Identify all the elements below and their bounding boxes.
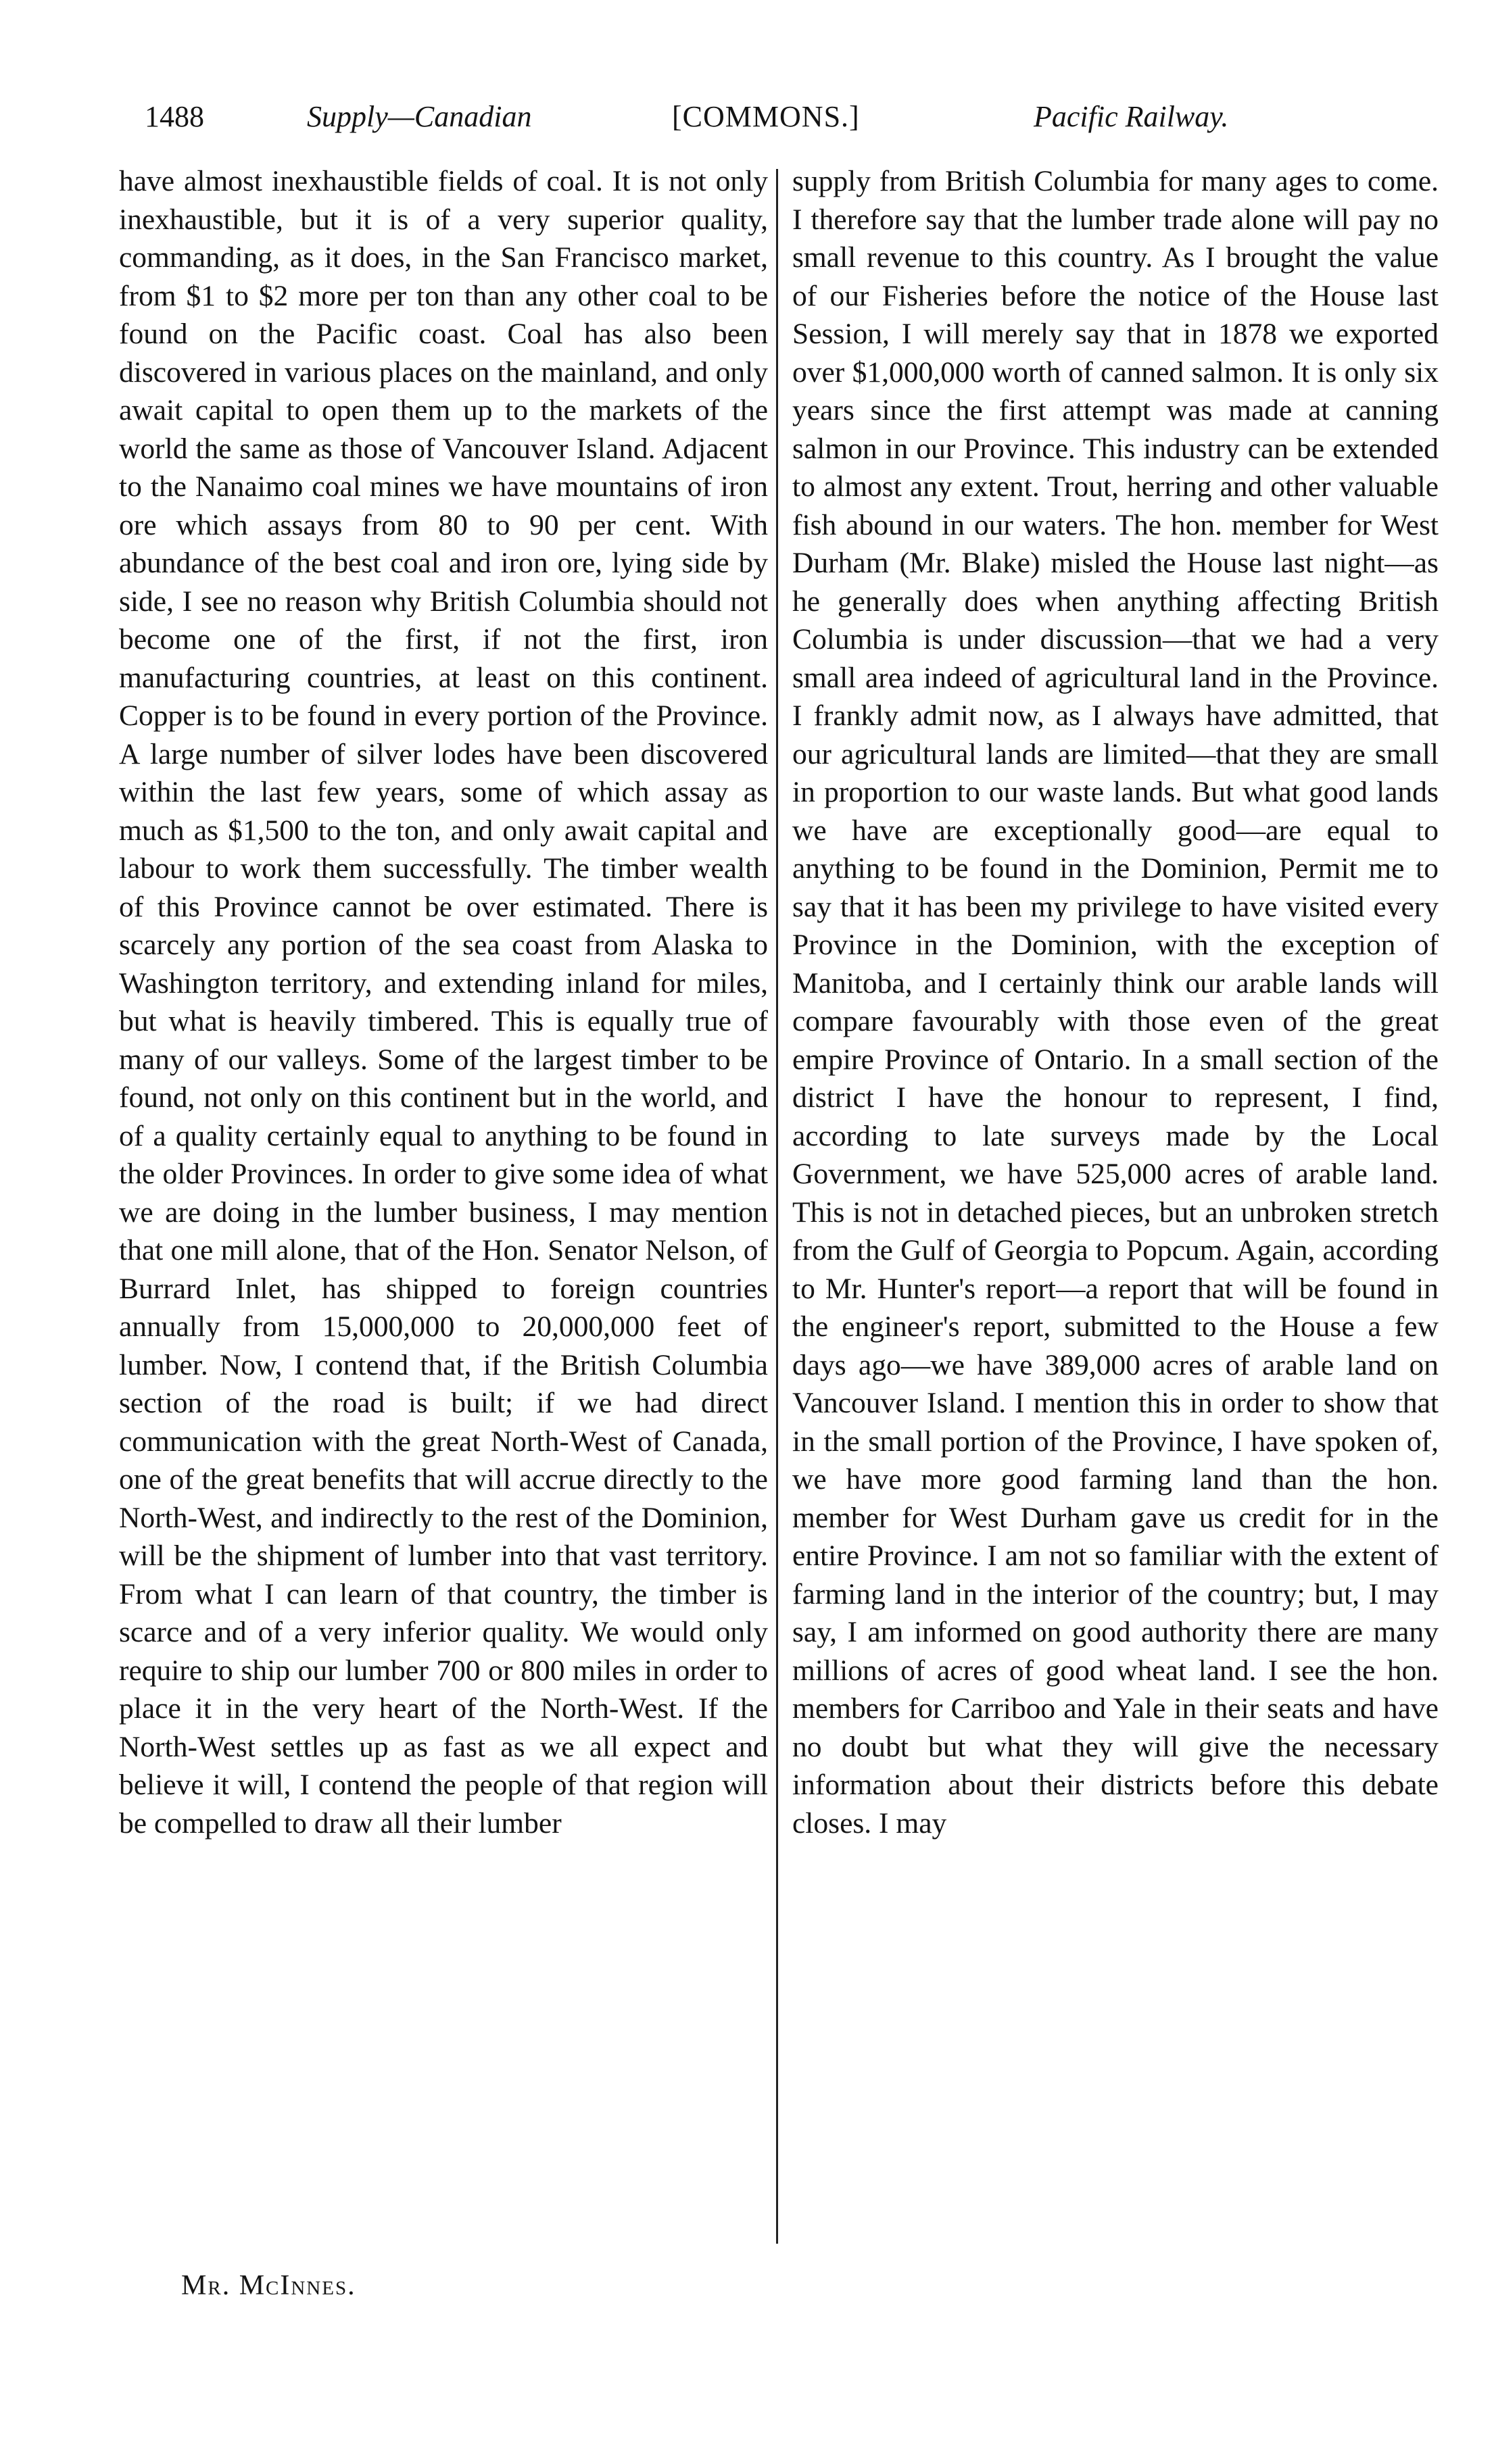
header-center-title: [COMMONS.] xyxy=(672,100,860,133)
page-number: 1488 xyxy=(145,100,204,133)
left-column-text: have almost inexhaustible fields of coal. It is not only inexhaustible, but it is of a very superior quality, commanding, as it does, in the San Francisco market, from $1 to $2 more per ton than any other coal to be found on the Pacific coast. Coal has also been discovered in various places on the mainland, and only await capital to open them up to the markets of the world the same as those of Vancouver Island. Adjacent to the Nanaimo coal mines we have mountains of iron ore which assays from 80 to 90 per cent. With abundance of the best coal and iron ore, lying side by side, I see no reason why British Columbia should not become one of the first, if not the first, iron manufacturing countries, at least on this continent. Copper is to be found in every portion of the Province. A large number of silver lodes have been discovered within the last few years, some of which assay as much as $1,500 to the ton, and only await capital and labour to work them successfully. The timber wealth of this Province cannot be over estimated. There is scarcely any portion of the sea coast from Alaska to Washington territory, and extending inland for miles, but what is heavily timbered. This is equally true of many of our valleys. Some of the largest timber to be found, not only on this continent but in the world, and of a quality certainly equal to anything to be found in the older Provinces. In order to give some idea of what we are doing in the lumber business, I may mention that one mill alone, that of the Hon. Senator Nelson, of Burrard Inlet, has shipped to foreign countries annually from 15,000,000 to 20,000,000 feet of lumber. Now, I contend that, if the British Columbia section of the road is built; if we had direct communication with the great North-West of Canada, one of the great benefits that will accrue directly to the North-West, and indirectly to the rest of the Dominion, will be the shipment of lumber into that vast territory. From what I can learn of that country, the timber is scarce and of a very inferior quality. We would only require to ship our lumber 700 or 800 miles in order to place it in the very heart of the North-West. If the North-West settles up as fast as we all expect and believe it will, I contend the people of that region will be compelled to draw all their lumber xyxy=(119,165,768,1840)
header-right-title: Pacific Railway. xyxy=(1034,100,1229,133)
header-left-title: Supply—Canadian xyxy=(307,100,532,133)
speaker-footer: Mr. McInnes. xyxy=(181,2270,356,2301)
right-column-text: supply from British Columbia for many ages to come. I therefore say that the lumber trade alone will pay no small revenue to this country. As I brought the value of our Fisheries before the notice of the House last Session, I will merely say that in 1878 we exported over $1,000,000 worth of canned salmon. It is only six years since the first attempt was made at canning salmon in our Province. This industry can be extended to almost any extent. Trout, herring and other valuable fish abound in our waters. The hon. member for West Durham (Mr. Blake) misled the House last night—as he generally does when anything affecting British Columbia is under discussion—that we had a very small area indeed of agricultural land in the Province. I frankly admit now, as I always have admitted, that our agricultural lands are limited—that they are small in proportion to our waste lands. But what good lands we have are exceptionally good—are equal to anything to be found in the Dominion, Permit me to say that it has been my privilege to have visited every Province in the Dominion, with the exception of Manitoba, and I certainly think our arable lands will compare favourably with those even of the great empire Province of Ontario. In a small section of the district I have the honour to represent, I find, according to late surveys made by the Local Government, we have 525,000 acres of arable land. This is not in detached pieces, but an unbroken stretch from the Gulf of Georgia to Popcum. Again, according to Mr. Hunter's report—a report that will be found in the engineer's report, submitted to the House a few days ago—we have 389,000 acres of arable land on Vancouver Island. I mention this in order to show that in the small portion of the Province, I have spoken of, we have more good farming land than the hon. member for West Durham gave us credit for in the entire Province. I am not so familiar with the extent of farming land in the interior of the country; but, I may say, I am informed on good authority there are many millions of acres of good wheat land. I see the hon. members for Carriboo and Yale in their seats and have no doubt but what they will give the necessary information about their districts before this debate closes. I may xyxy=(792,165,1439,1840)
column-divider xyxy=(776,169,778,2244)
running-header xyxy=(145,93,1294,141)
